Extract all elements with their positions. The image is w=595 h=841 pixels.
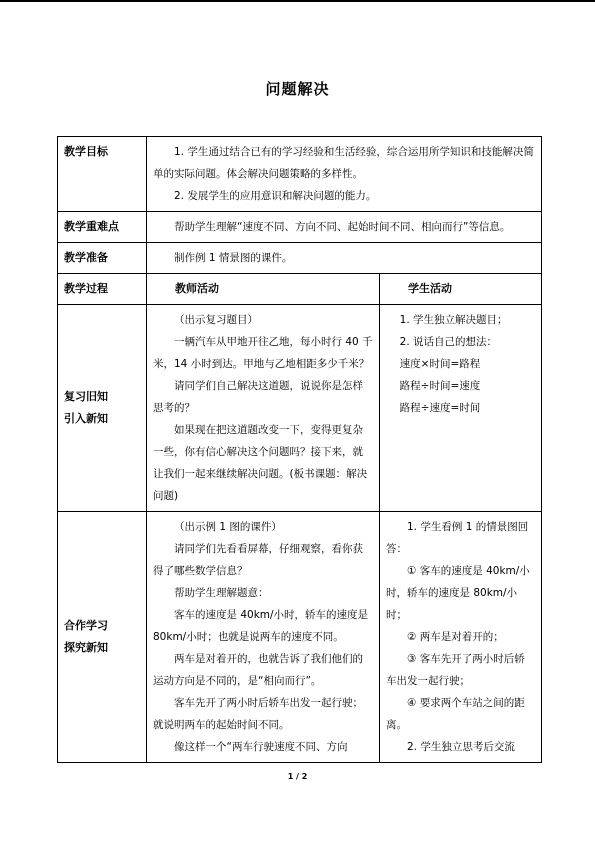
- row-review: [58, 305, 542, 512]
- review-label-line1: 复习旧知: [64, 390, 108, 403]
- row-label-prep: 教学准备: [58, 243, 147, 274]
- goal-2: 2. 发展学生的应用意识和解决问题的能力。: [174, 190, 377, 202]
- explore-teacher-line: 客车的速度是 40km/小时，轿车的速度是 80km/小时；也就是说两车的速度不同。: [153, 609, 369, 643]
- key-points-content: [147, 212, 542, 243]
- row-label-review: [58, 305, 147, 512]
- explore-teacher-line: 请同学们先看看屏幕，仔细观察，看你获得了哪些数学信息？: [153, 543, 363, 577]
- goal-1: 1. 学生通过结合已有的学习经验和生活经验，综合运用所学知识和技能解决简单的实际问题。体会解决问题策略的多样性。: [153, 146, 534, 180]
- review-student-line: 1. 学生独立解决题目；: [399, 314, 508, 326]
- explore-student-line: ④ 要求两个车站之间的距离。: [386, 697, 525, 731]
- goals-content: [147, 137, 542, 212]
- review-student-line: 路程÷速度=时间: [399, 402, 481, 414]
- review-teacher-line: 一辆汽车从甲地开往乙地，每小时行 40 千米，14 小时到达。甲地与乙地相距多少千米？: [153, 336, 373, 370]
- header-student: 学生活动: [380, 274, 542, 305]
- page-number: 1 / 2: [287, 772, 308, 781]
- review-student-line: 速度×时间=路程: [399, 358, 481, 370]
- row-label-explore: [58, 512, 147, 763]
- top-rule: [0, 0, 595, 2]
- row-explore: [58, 512, 542, 763]
- explore-student-line: ③ 客车先开了两小时后轿车出发一起行驶；: [386, 653, 525, 687]
- row-key-points: [58, 212, 542, 243]
- explore-teacher-line: 像这样一个“两车行驶速度不同、方向: [174, 741, 348, 753]
- row-process-header: [58, 274, 542, 305]
- review-teacher-line: 请同学们自己解决这道题，说说你是怎样思考的？: [153, 380, 363, 414]
- prep-content: [147, 243, 542, 274]
- explore-student-line: 1. 学生看例 1 的情景图回答：: [386, 521, 529, 555]
- explore-teacher-line: （出示例 1 图的课件）: [174, 521, 282, 533]
- review-student: [380, 305, 542, 512]
- review-teacher-line: （出示复习题目）: [174, 314, 258, 326]
- explore-teacher-line: 帮助学生理解题意：: [174, 587, 269, 599]
- explore-label-line1: 合作学习: [64, 619, 108, 632]
- header-teacher: 教师活动: [147, 274, 380, 305]
- explore-label-line2: 探究新知: [64, 641, 108, 654]
- lesson-plan-table: [57, 136, 542, 763]
- explore-student-line: ① 客车的速度是 40km/小时，轿车的速度是 80km/小时；: [386, 565, 530, 621]
- explore-student-line: ② 两车是对着开的；: [407, 631, 504, 643]
- page-title: 问题解决: [265, 80, 330, 98]
- review-label-line2: 引入新知: [64, 412, 108, 425]
- review-teacher-line: 如果现在把这道题改变一下，变得更复杂一些，你有信心解决这个问题吗？接下来，就让我们一起来继续解决问题。(板书课题：解决问题): [153, 424, 368, 502]
- header-process: 教学过程: [58, 274, 147, 305]
- row-prep: [58, 243, 542, 274]
- explore-student: [380, 512, 542, 763]
- review-student-line: 2. 说话自己的想法：: [399, 336, 497, 348]
- prep-text: 制作例 1 情景图的课件。: [174, 252, 293, 264]
- row-label-key-points: 教学重难点: [58, 212, 147, 243]
- review-teacher: [147, 305, 380, 512]
- row-goals: [58, 137, 542, 212]
- row-label-goals: 教学目标: [58, 137, 147, 212]
- key-points-text: 帮助学生理解“速度不同、方向不同、起始时间不同、相向而行”等信息。: [174, 221, 511, 233]
- explore-teacher: [147, 512, 380, 763]
- explore-teacher-line: 客车先开了两小时后轿车出发一起行驶；就说明两车的起始时间不同。: [153, 697, 363, 731]
- explore-teacher-line: 两车是对着开的，也就告诉了我们他们的运动方向是不同的，是“相向而行”。: [153, 653, 363, 687]
- explore-student-line: 2. 学生独立思考后交流: [407, 741, 515, 753]
- review-student-line: 路程÷时间=速度: [399, 380, 481, 392]
